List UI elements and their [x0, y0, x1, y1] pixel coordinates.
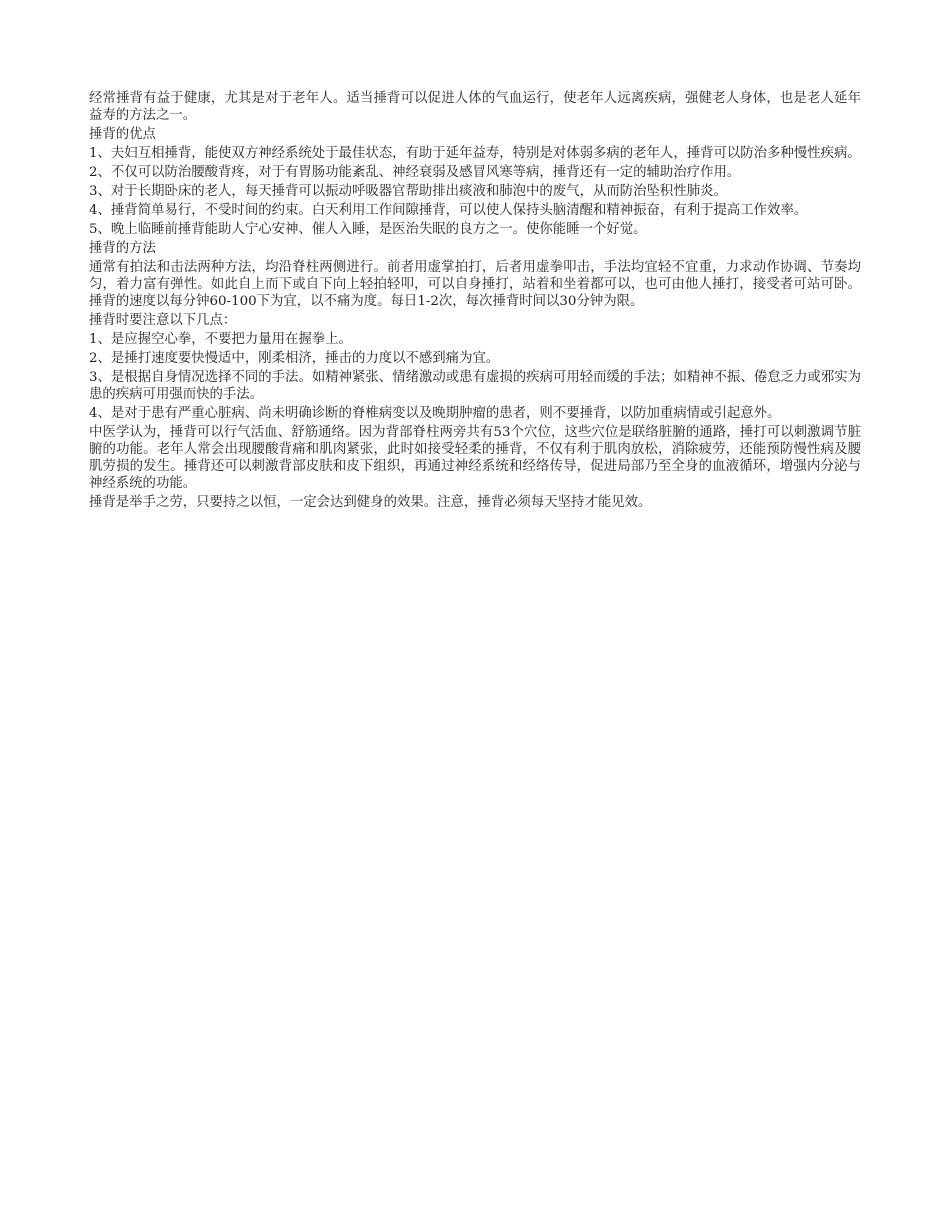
- caution-item: 4、是对于患有严重心脏病、尚未明确诊断的脊椎病变以及晚期肿瘤的患者，则不要捶背，以防加重病情或引起意外。: [89, 406, 781, 421]
- conclusion-paragraph: 捶背是举手之劳，只要持之以恒，一定会达到健身的效果。注意，捶背必须每天坚持才能见效。: [89, 495, 652, 510]
- intro-paragraph: 经常捶背有益于健康，尤其是对于老年人。适当捶背可以促进人体的气血运行，使老年人远离疾病，强健老人身体，也是老人延年益寿的方法之一。: [89, 91, 861, 123]
- methods-heading: 捶背的方法: [89, 241, 156, 256]
- methods-paragraph: 通常有拍法和击法两种方法，均沿脊柱两侧进行。前者用虚掌拍打，后者用虚拳叩击，手法均宜轻不宜重，力求动作协调、节奏均匀，着力富有弹性。如此自上而下或自下向上轻拍轻叩，可以自身捶打，站着和坐着都可以，也可由他人捶打，接受者可站可卧。捶背的速度以每分钟60-100下为宜，以不痛为度。每日1-2次，每次捶背时间以30分钟为限。: [89, 260, 861, 309]
- caution-item: 1、是应握空心拳，不要把力量用在握拳上。: [89, 332, 352, 347]
- advantages-heading: 捶背的优点: [89, 127, 156, 142]
- tcm-paragraph: 中医学认为，捶背可以行气活血、舒筋通络。因为背部脊柱两旁共有53个穴位，这些穴位是联络脏腑的通路，捶打可以刺激调节脏腑的功能。老年人常会出现腰酸背痛和肌肉紧张，此时如接受轻柔的捶背，不仅有利于肌肉放松，消除疲劳，还能预防慢性病及腰肌劳损的发生。捶背还可以刺激背部皮肤和皮下组织，再通过神经系统和经络传导，促进局部乃至全身的血液循环，增强内分泌与神经系统的功能。: [89, 425, 861, 491]
- advantage-item: 2、不仅可以防治腰酸背疼，对于有胃肠功能紊乱、神经衰弱及感冒风寒等病，捶背还有一定的辅助治疗作用。: [89, 165, 741, 180]
- advantage-item: 3、对于长期卧床的老人，每天捶背可以振动呼吸器官帮助排出痰液和肺泡中的废气，从而防治坠积性肺炎。: [89, 184, 727, 199]
- advantage-item: 5、晚上临睡前捶背能助人宁心安神、催人入睡，是医治失眠的良方之一。使你能睡一个好觉。: [89, 222, 647, 237]
- caution-item: 3、是根据自身情况选择不同的手法。如精神紧张、情绪激动或患有虚损的疾病可用轻而缓的手法；如精神不振、倦怠乏力或邪实为患的疾病可用强而快的手法。: [89, 370, 861, 402]
- advantage-item: 1、夫妇互相捶背，能使双方神经系统处于最佳状态，有助于延年益寿，特别是对体弱多病的老年人，捶背可以防治多种慢性疾病。: [89, 146, 861, 161]
- caution-item: 2、是捶打速度要快慢适中，刚柔相济，捶击的力度以不感到痛为宜。: [89, 351, 500, 366]
- cautions-heading: 捶背时要注意以下几点：: [89, 313, 237, 328]
- document-body: [89, 90, 861, 513]
- advantage-item: 4、捶背简单易行，不受时间的约束。白天利用工作间隙捶背，可以使人保持头脑清醒和精神振奋，有利于提高工作效率。: [89, 203, 808, 218]
